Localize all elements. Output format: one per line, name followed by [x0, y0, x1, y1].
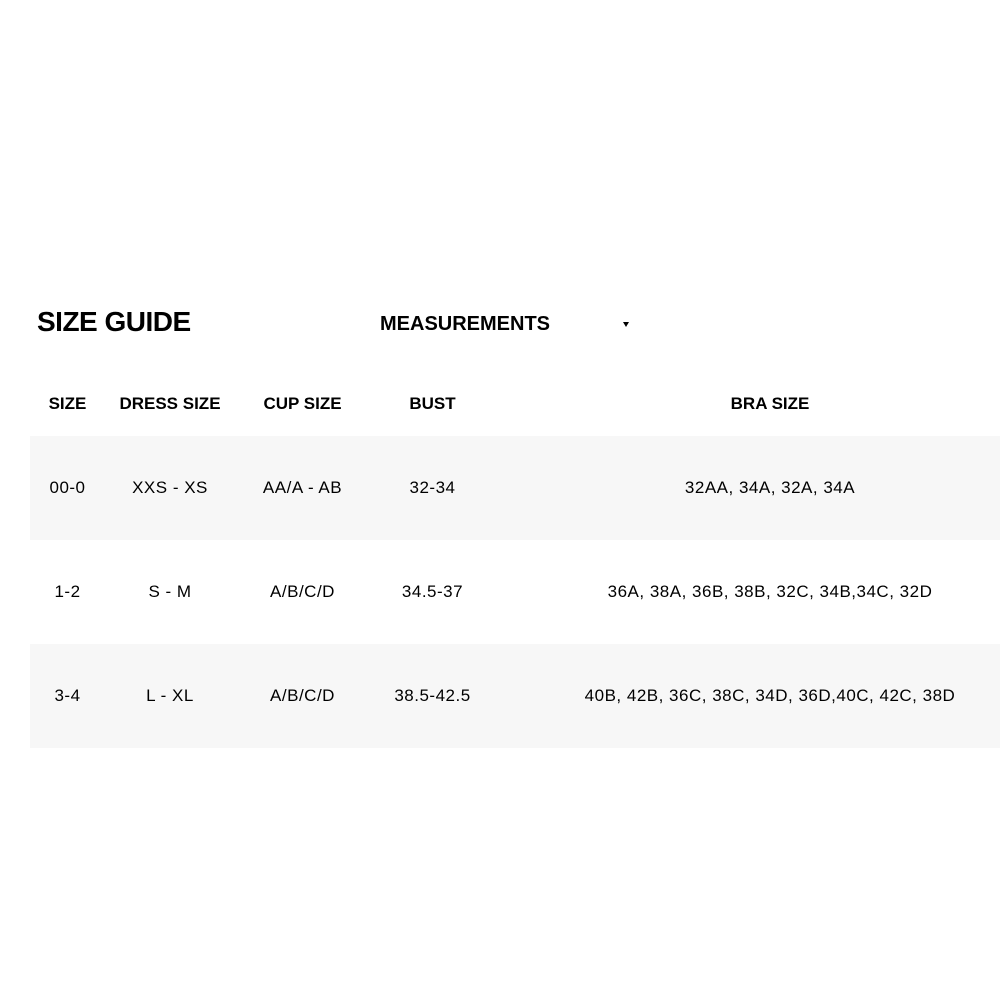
size-guide-table	[30, 372, 1000, 748]
cell-size: 00-0	[49, 478, 86, 497]
chevron-down-icon	[623, 322, 629, 327]
cell-cup-size: AA/A - AB	[262, 478, 343, 497]
cell-bra-size: 32AA, 34A, 32A, 34A	[684, 478, 856, 497]
column-header-bust: BUST	[409, 394, 456, 413]
column-header-bra-size: BRA SIZE	[730, 394, 810, 413]
cell-bust: 34.5-37	[401, 582, 464, 601]
cell-cup-size: A/B/C/D	[270, 582, 335, 601]
table-row	[30, 540, 1000, 644]
dropdown-selected-value: MEASUREMENTS	[380, 313, 551, 335]
cell-bust: 32-34	[409, 478, 456, 497]
page-title: SIZE GUIDE	[37, 306, 191, 337]
table-header-row	[30, 372, 1000, 436]
cell-dress-size: L - XL	[146, 686, 194, 705]
table-row	[30, 644, 1000, 748]
column-header-size: SIZE	[48, 394, 87, 413]
cell-dress-size: XXS - XS	[132, 478, 208, 497]
cell-dress-size: S - M	[148, 582, 192, 601]
column-header-dress-size: DRESS SIZE	[119, 394, 221, 413]
measurement-unit-dropdown[interactable]	[380, 310, 632, 338]
cell-size: 3-4	[54, 686, 81, 705]
cell-bra-size: 40B, 42B, 36C, 38C, 34D, 36D,40C, 42C, 38D	[584, 686, 956, 705]
column-header-cup-size: CUP SIZE	[263, 394, 342, 413]
table-row	[30, 436, 1000, 540]
cell-cup-size: A/B/C/D	[270, 686, 335, 705]
cell-size: 1-2	[54, 582, 81, 601]
cell-bra-size: 36A, 38A, 36B, 38B, 32C, 34B,34C, 32D	[607, 582, 933, 601]
cell-bust: 38.5-42.5	[394, 686, 471, 705]
